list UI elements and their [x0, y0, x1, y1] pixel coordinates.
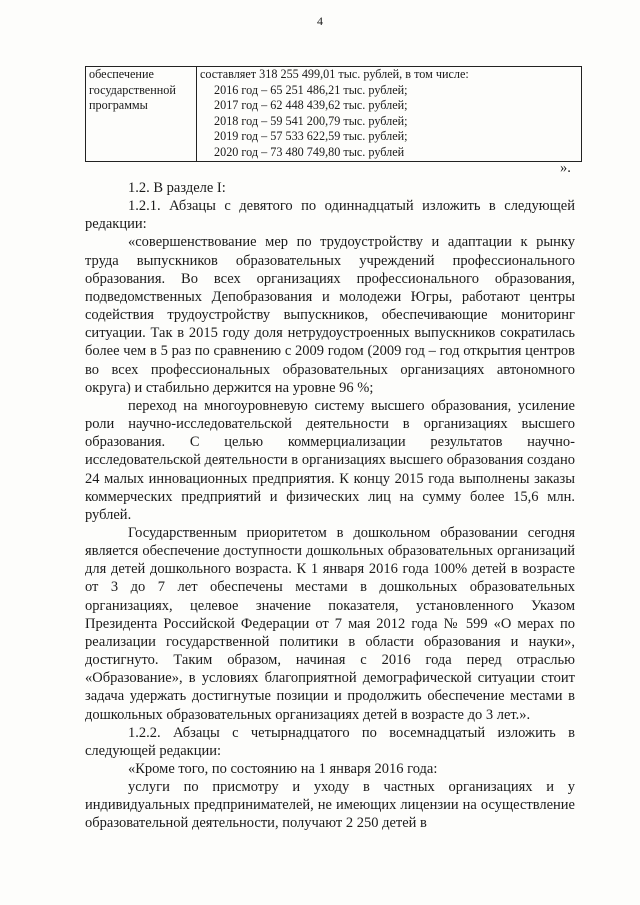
body-text [85, 179, 575, 833]
paragraph: Государственным приоритетом в дошкольном образовании сегодня является обеспечение доступности дошкольных образовательных организаций для детей дошкольного возраста. К 1 января 2016 года 100% детей в возрасте от 3 до 7 лет обеспечены местами в дошкольных образовательных организациях, целевое значение показателя, установленного Указом Президента Российской Федерации от 7 мая 2012 года № 599 «О мерах по реализации государственной политики в области образования и науки», достигнуто. Таким образом, начиная с 2016 года перед отраслью «Образование», в условиях благоприятной демографической ситуации стоит задача удержать достигнутые позиции и продолжить обеспечение местами в дошкольных образовательных организациях детей в возрасте до 3 лет.». [85, 524, 575, 723]
table-label-line: обеспечение [89, 67, 154, 81]
funding-year-2019: 2019 год – 57 533 622,59 тыс. рублей; [214, 129, 408, 144]
funding-table [85, 66, 582, 162]
page-number: 4 [317, 14, 323, 28]
closing-quote: ». [560, 160, 571, 176]
table-label-line: программы [89, 98, 148, 113]
table-value-cell [197, 67, 582, 162]
section-heading: 1.2. В разделе I: [128, 180, 226, 196]
paragraph: «Кроме того, по состоянию на 1 января 2016 года: [128, 761, 438, 777]
funding-year-2018: 2018 год – 59 541 200,79 тыс. рублей; [214, 113, 408, 128]
paragraph: услуги по присмотру и уходу в частных организациях и у индивидуальных предпринимателей, не имеющих лицензии на осуществление образовательной деятельности, получают 2 250 детей в [85, 779, 575, 832]
funding-year-2016: 2016 год – 65 251 486,21 тыс. рублей; [214, 82, 408, 97]
amendment-instruction: 1.2.2. Абзацы с четырнадцатого по восемнадцатый изложить в следующей редакции: [85, 724, 575, 759]
paragraph: переход на многоуровневую систему высшего образования, усиление роли научно-исследовательской деятельности в организациях высшего образования. С целью коммерциализации результатов научно-исследовательской деятельности в организациях высшего образования создано 24 малых инновационных предприятия. К концу 2015 года выполнены заказы коммерческих предприятий и физических лиц на сумму более 15,6 млн. рублей. [85, 397, 575, 523]
table-label-line: государственной [89, 82, 176, 97]
funding-total: составляет 318 255 499,01 тыс. рублей, в том числе: [200, 67, 469, 81]
funding-year-2020: 2020 год – 73 480 749,80 тыс. рублей [214, 144, 405, 159]
table-label-cell [86, 67, 197, 162]
paragraph: «совершенствование мер по трудоустройству и адаптации к рынку труда выпускников образовательных учреждений профессионального образования. Во всех организациях профессионального образования, подведомственных Депобразования и молодежи Югры, работают центры содействия трудоустройству выпускников, обеспечивающие мониторинг ситуации. Так в 2015 году доля нетрудоустроенных выпускников сократилась более чем в 5 раз по сравнению с 2009 годом (2009 год – год открытия центров во всех профессиональных образовательных организациях автономного округа) и стабильно держится на уровне 96 %; [85, 234, 575, 396]
funding-year-2017: 2017 год – 62 448 439,62 тыс. рублей; [214, 98, 408, 113]
amendment-instruction: 1.2.1. Абзацы с девятого по одиннадцатый изложить в следующей редакции: [85, 198, 575, 233]
